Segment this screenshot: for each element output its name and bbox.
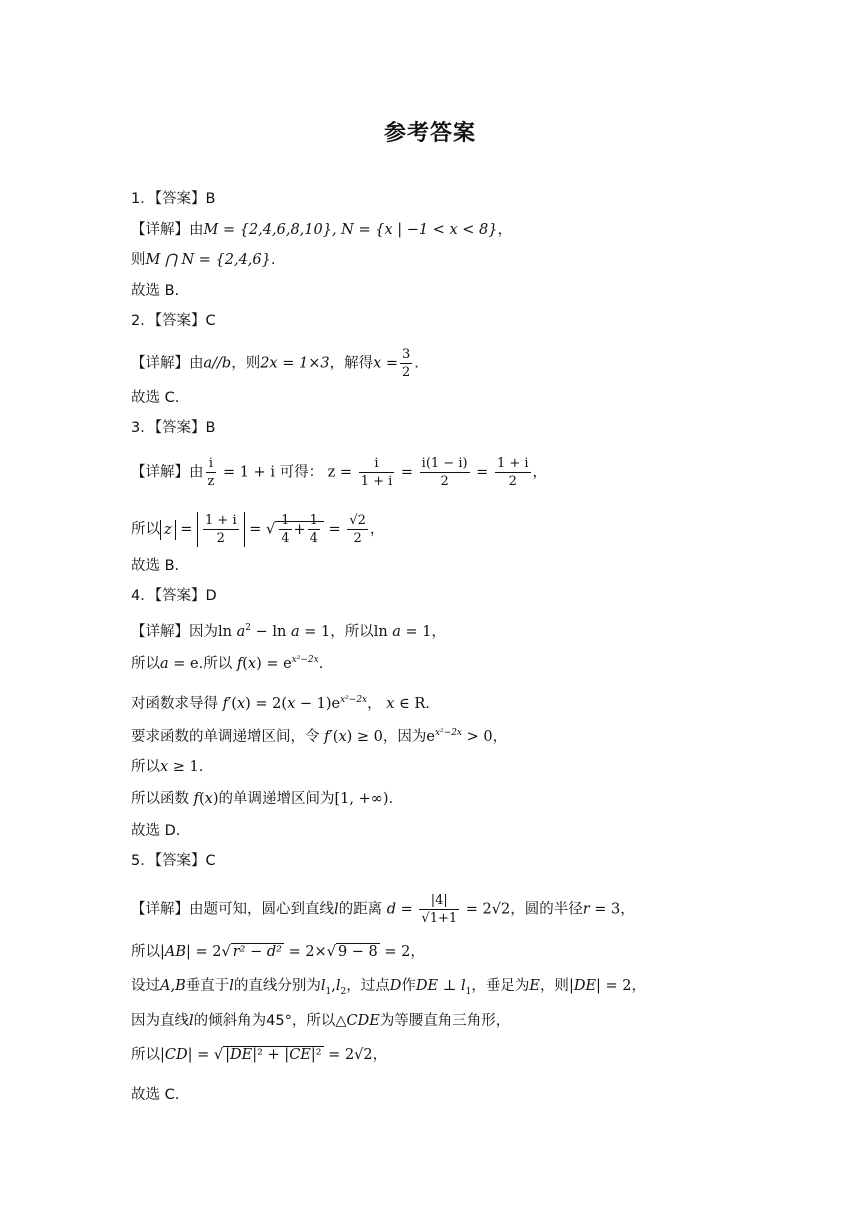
q1-choose: 故选 B. xyxy=(131,283,180,299)
q2-choose: 故选 C. xyxy=(131,390,180,406)
q3-modulus: 所以 z = $\frac{1 + i}{2}$ = √ $\frac{1}{4}$ + $\frac{1}{4}$ = $\frac{√2}{2}$ ， xyxy=(131,513,385,546)
q4-line3: 对函数求导得 $f'(x) = 2(x - 1)e^{x^2-2x}$， x ∈ R. xyxy=(131,695,430,712)
q4-line4: 要求函数的单调递增区间，令 f′(x) ≥ 0，因为$e^{x^2-2x} > 0$， xyxy=(131,728,508,745)
q1-answer: 1．【答案】B xyxy=(131,191,216,207)
q4-line2: 所以a = e.所以 $f(x) = e^{x^2-2x}$. xyxy=(131,655,324,672)
q4-choose: 故选 D. xyxy=(131,823,181,839)
q1-intersection-line: 则M ⋂ N = {2,4,6}. xyxy=(131,252,276,268)
q5-line4: 因为直线l的倾斜角为45°，所以△CDE为等腰直角三角形， xyxy=(131,1013,511,1029)
q3-choose: 故选 B. xyxy=(131,558,180,574)
q1-sets: M = {2,4,6,8,10}, N = {x | −1 < x < 8} xyxy=(203,222,498,238)
q5-answer: 5．【答案】C xyxy=(131,853,216,869)
q5-line1: 【详解】由题可知，圆心到直线l的距离 d = $\frac{|4|}{√1+1}$ = 2√2，圆的半径r = 3， xyxy=(131,893,635,926)
q4-line1: 【详解】因为$\ln a^2 - \ln a = 1$，所以ln a = 1， xyxy=(131,623,447,640)
q5-choose: 故选 C. xyxy=(131,1087,180,1103)
q2-detail: 【详解】由a//b，则2x = 1×3，解得x = $\frac{3}{2}$ . xyxy=(131,347,419,380)
q4-line5: 所以x ≥ 1. xyxy=(131,759,204,775)
q2-answer: 2．【答案】C xyxy=(131,313,216,329)
q5-line2: 所以|AB| = 2√ r² − d² = 2×√ 9 − 8 = 2， xyxy=(131,944,425,960)
q3-answer: 3．【答案】B xyxy=(131,420,216,436)
q4-answer: 4．【答案】D xyxy=(131,588,217,604)
q1-detail: 【详解】由M = {2,4,6,8,10}, N = {x | −1 < x < 8}， xyxy=(131,222,512,238)
q4-line6: 所以函数 f(x)的单调递增区间为[1, +∞). xyxy=(131,791,394,807)
q5-line5: 所以|CD| = √ |DE|² + |CE|² = 2√2， xyxy=(131,1047,388,1063)
page-title: 参考答案 xyxy=(383,121,476,146)
q3-detail: 【详解】由 $\frac{i}{z}$ = 1 + i 可得： z = $\frac{i}{1 + i}$ = $\frac{i(1 - i)}{2}$ = $\frac{1 + i}{2}$ ， xyxy=(131,456,548,489)
q5-line3: 设过A,B垂直于l的直线分别为$l_1,l_2$，过点D作DE ⊥ $l_1$，垂足为E，则|DE| = 2， xyxy=(131,978,647,997)
